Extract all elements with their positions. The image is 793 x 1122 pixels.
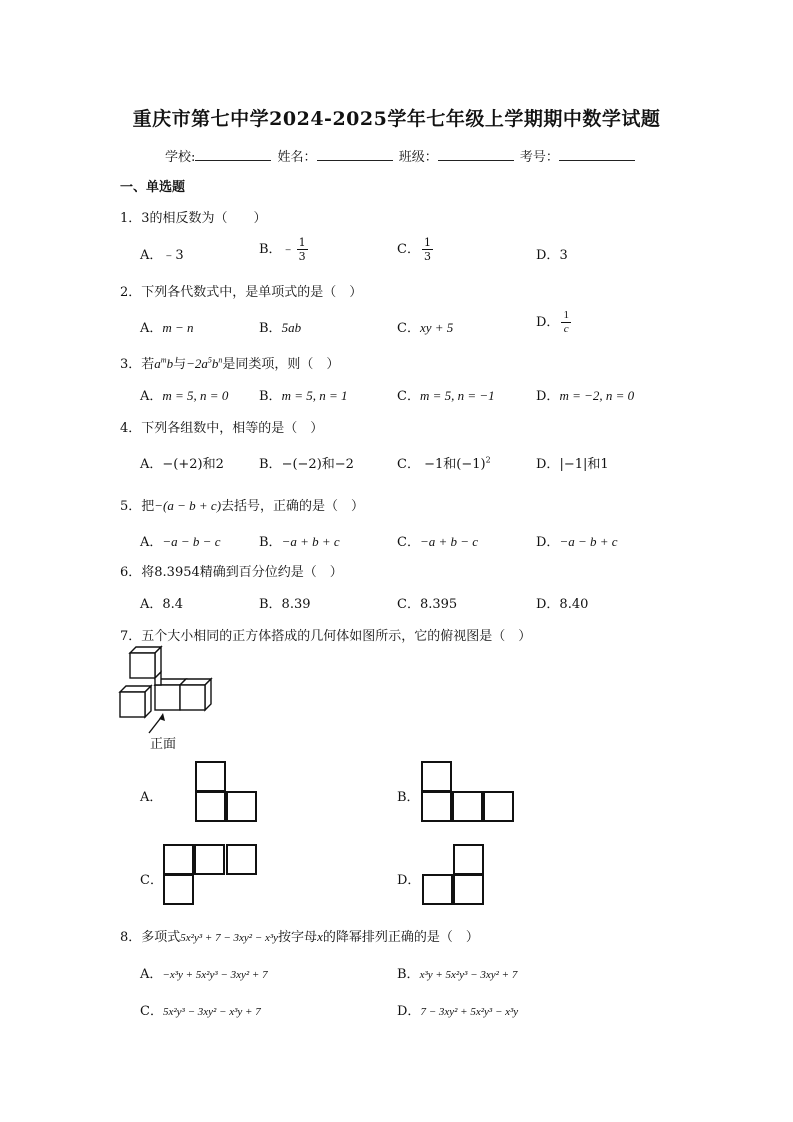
q6-option-b[interactable]: B．8.39 (259, 597, 311, 612)
q6-option-c[interactable]: C．8.395 (397, 597, 458, 612)
q6-option-a[interactable]: A．8.4 (140, 597, 184, 612)
q7-option-b-label[interactable]: B． (397, 790, 420, 805)
class-blank[interactable] (438, 148, 514, 161)
question-1-stem: 1．3的相反数为（ ） (120, 211, 267, 226)
q1-option-b[interactable]: B．﹣ $\frac{1}{3}$ (259, 236, 306, 263)
question-4-stem: 4．下列各组数中，相等的是（ ） (120, 421, 324, 436)
name-blank[interactable] (317, 148, 393, 161)
section-heading: 一、单选题 (120, 180, 186, 195)
student-info-row (165, 146, 637, 165)
q5-option-a[interactable]: A．−a − b − c (140, 534, 221, 550)
q2-option-c[interactable]: C．xy + 5 (397, 320, 454, 336)
question-6-stem: 6．将8.3954精确到百分位约是（ ） (120, 565, 343, 580)
q7-option-a-label[interactable]: A． (140, 790, 163, 805)
q2-option-d[interactable]: D． $\frac{1}{c}$ (536, 309, 569, 335)
q6-option-d[interactable]: D．8.40 (536, 597, 589, 612)
question-5-stem: 5．把−(a − b + c)去括号，正确的是（ ） (120, 498, 365, 514)
q7-option-c-label[interactable]: C． (140, 873, 163, 888)
q8-option-a[interactable]: A．−x³y + 5x²y³ − 3xy² + 7 (140, 967, 268, 982)
exam-title: 重庆市第七中学2024-2025学年七年级上学期期中数学试题 (132, 108, 661, 130)
q3-option-d[interactable]: D．m = −2, n = 0 (536, 388, 635, 404)
school-blank[interactable] (195, 148, 271, 161)
q4-option-a[interactable]: A．−(+2)和2 (140, 457, 224, 472)
q4-option-c[interactable]: C． −1和$(-1)^2$ (397, 455, 491, 472)
q3-option-b[interactable]: B．m = 5, n = 1 (259, 388, 348, 404)
q7-option-d-label[interactable]: D． (397, 873, 421, 888)
q2-option-a[interactable]: A．m − n (140, 320, 194, 336)
q3-option-c[interactable]: C．m = 5, n = −1 (397, 388, 495, 404)
number-label: 考号： (519, 150, 559, 165)
q1-option-a[interactable]: A．﹣3 (140, 248, 184, 263)
q8-option-b[interactable]: B．x³y + 5x²y³ − 3xy² + 7 (397, 967, 518, 982)
q2-option-b[interactable]: B．5ab (259, 320, 302, 336)
q3-option-a[interactable]: A．m = 5, n = 0 (140, 388, 229, 404)
class-label: 班级： (398, 150, 438, 165)
q1-option-d[interactable]: D．3 (536, 248, 568, 263)
q5-option-b[interactable]: B．−a + b + c (259, 534, 340, 550)
q5-option-c[interactable]: C．−a + b − c (397, 534, 479, 550)
number-blank[interactable] (559, 148, 635, 161)
name-label: 姓名： (277, 150, 317, 165)
question-2-stem: 2．下列各代数式中，是单项式的是（ ） (120, 285, 363, 300)
question-7-stem: 7．五个大小相同的正方体搭成的几何体如图所示，它的俯视图是（ ） (120, 629, 532, 644)
school-label: 学校: (165, 150, 196, 165)
q8-option-c[interactable]: C．5x²y³ − 3xy² − x³y + 7 (140, 1004, 261, 1019)
q8-option-d[interactable]: D．7 − 3xy² + 5x²y³ − x³y (397, 1004, 519, 1019)
question-8-stem: 8．多项式5x²y³ + 7 − 3xy² − x³y按字母x的降幂排列正确的是（ ） (120, 929, 479, 945)
q4-option-d[interactable]: D．|−1|和1 (536, 457, 609, 472)
q1-option-c[interactable]: C． $\frac{1}{3}$ (397, 236, 431, 263)
question-3-stem: 3．若$a^mb$与$-2a^5b^n$是同类项，则（ ） (120, 355, 340, 372)
q4-option-b[interactable]: B．−(−2)和−2 (259, 457, 354, 472)
front-label: 正面 (150, 737, 177, 752)
q5-option-d[interactable]: D．−a − b + c (536, 534, 618, 550)
